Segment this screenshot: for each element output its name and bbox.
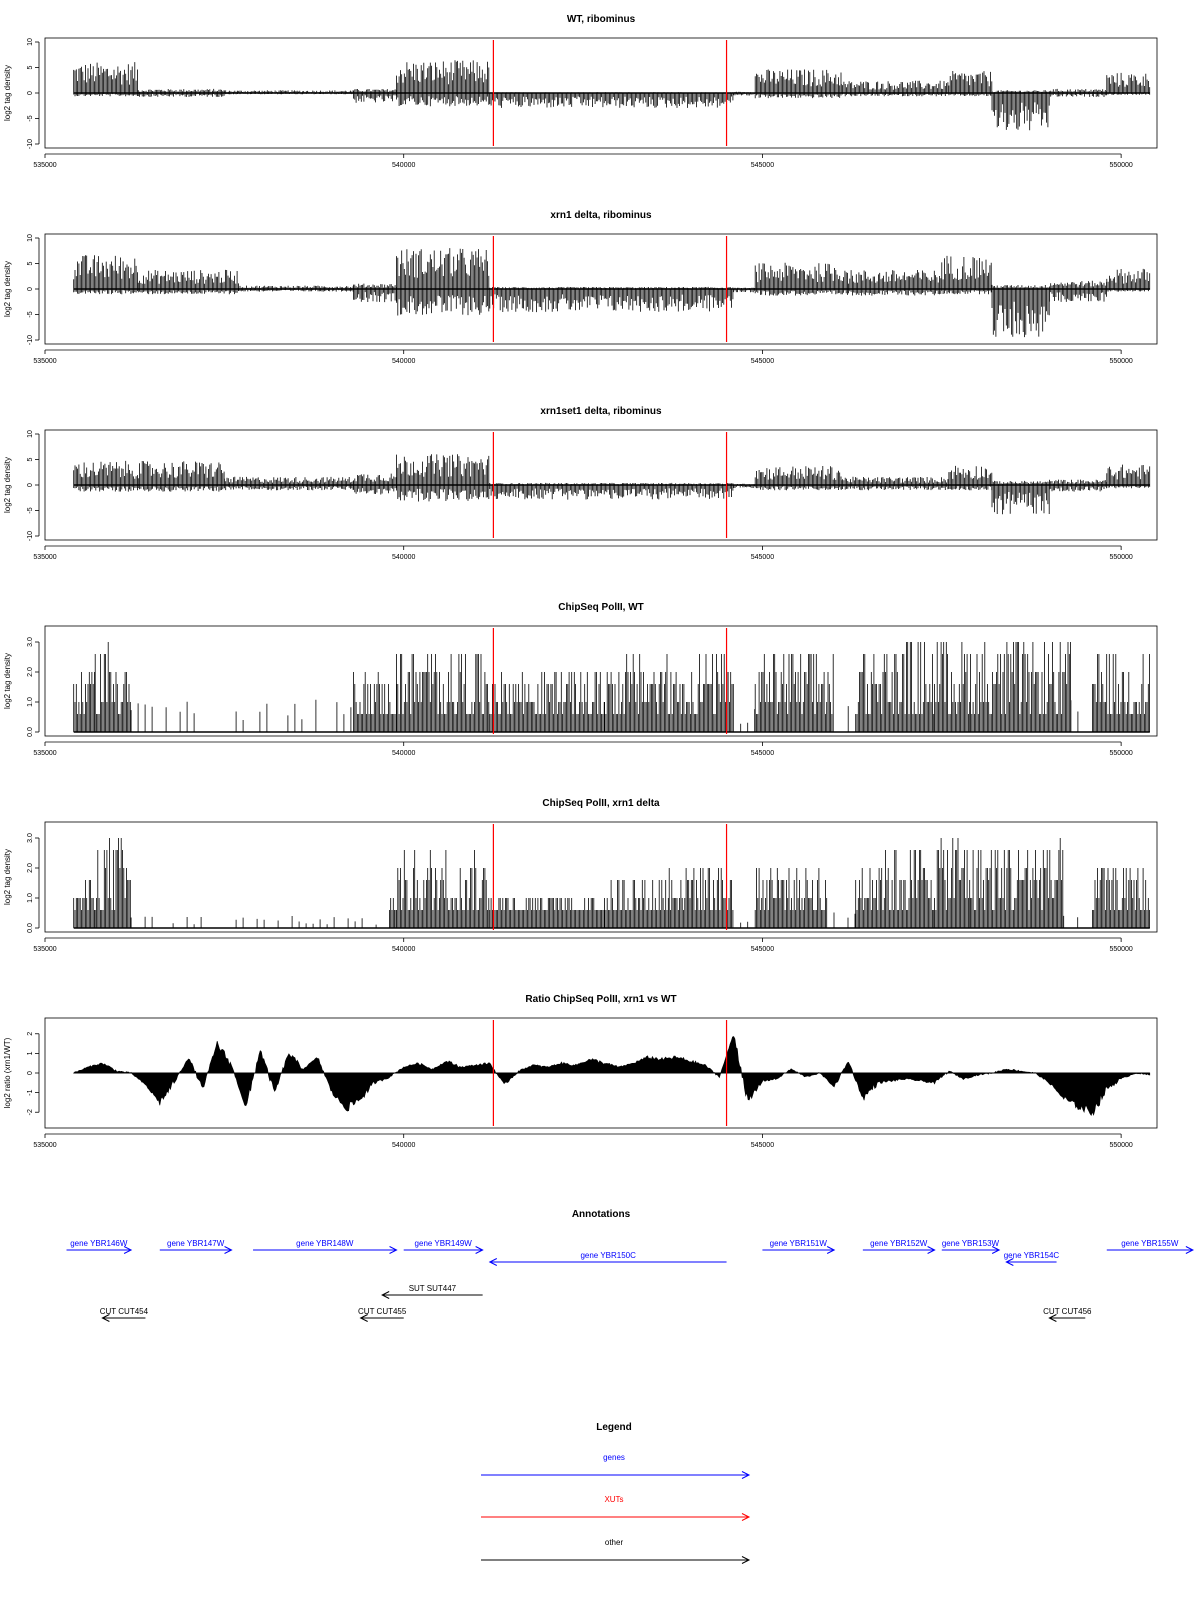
x-tick-label: 535000 [33, 750, 57, 757]
feature-arrow [1107, 1239, 1193, 1254]
bar-segment [755, 466, 841, 490]
y-tick-label: 5 [27, 65, 34, 70]
panel-title: Ratio ChipSeq PolII, xrn1 vs WT [525, 994, 677, 1005]
data-series [74, 60, 1150, 130]
x-tick-label: 545000 [750, 358, 775, 365]
y-axis-label: log2 tag density [3, 64, 12, 122]
x-tick-label: 535000 [33, 162, 57, 169]
bar-segment [74, 880, 95, 928]
y-tick-label: 0 [27, 483, 34, 487]
x-tick-label: 545000 [750, 1142, 775, 1149]
feature-arrow [253, 1239, 396, 1254]
bar-segment [354, 284, 397, 303]
y-tick-label: -2 [27, 1109, 34, 1116]
x-tick-label: 535000 [33, 554, 57, 561]
feature-arrow [404, 1239, 483, 1254]
bar-segment [138, 270, 238, 294]
bar-segment [138, 461, 224, 492]
panel-title: ChipSeq PolII, WT [558, 602, 644, 613]
legend-label: genes [603, 1453, 625, 1462]
bar-segment [74, 461, 138, 492]
panel-6 [3, 994, 1157, 1149]
y-tick-label: 0.0 [27, 727, 34, 737]
feature-arrow [762, 1239, 834, 1254]
bar-segment [605, 654, 734, 732]
bar-segment [741, 922, 748, 928]
feature-label: gene YBR152W [870, 1239, 928, 1248]
feature-label: CUT CUT456 [1043, 1307, 1092, 1316]
bar-segment [849, 270, 941, 296]
bar-segment [397, 850, 489, 928]
bar-segment [935, 642, 970, 732]
x-tick-label: 535000 [33, 358, 57, 365]
y-tick-label: -5 [27, 115, 34, 122]
bar-segment [74, 62, 138, 96]
bar-segment [1107, 269, 1150, 292]
x-tick-label: 550000 [1109, 1142, 1133, 1149]
y-tick-label: 10 [27, 430, 34, 438]
feature-label: gene YBR150C [580, 1251, 636, 1260]
x-tick-label: 550000 [1109, 554, 1133, 561]
feature-label: gene YBR147W [167, 1239, 225, 1248]
bar-segment [397, 60, 489, 106]
x-tick-label: 540000 [392, 162, 416, 169]
x-tick-label: 550000 [1109, 750, 1133, 757]
y-tick-label: -5 [27, 311, 34, 318]
x-tick-label: 550000 [1109, 162, 1133, 169]
feature-label: gene YBR146W [70, 1239, 128, 1248]
panel-title: WT, ribominus [566, 14, 636, 25]
bar-segment [669, 868, 733, 928]
feature-label: SUT SUT447 [408, 1284, 457, 1293]
bar-segment [755, 263, 847, 296]
bar-segment [490, 287, 733, 312]
x-tick-label: 540000 [392, 554, 416, 561]
x-tick-label: 540000 [392, 750, 416, 757]
bar-segment [354, 672, 397, 732]
bar-segment [1092, 654, 1149, 732]
y-tick-label: 5 [27, 261, 34, 266]
feature-arrow [1043, 1307, 1092, 1322]
feature-arrow [863, 1239, 935, 1254]
bar-segment [389, 898, 396, 928]
y-tick-label: -10 [27, 334, 34, 346]
bar-segment [490, 92, 733, 108]
y-axis-label: log2 ratio (xrn1/WT) [3, 1037, 12, 1109]
bar-segment [992, 285, 1049, 337]
bar-segment [741, 709, 755, 732]
bar-segment [1049, 281, 1106, 302]
y-tick-label: 3.0 [27, 833, 34, 843]
bar-segment [354, 89, 397, 103]
x-tick-label: 540000 [392, 946, 416, 953]
x-tick-label: 550000 [1109, 358, 1133, 365]
legend-title: Legend [596, 1422, 632, 1433]
bar-segment [95, 642, 130, 732]
feature-label: gene YBR154C [1003, 1251, 1060, 1260]
feature-arrow [67, 1239, 132, 1254]
x-tick-label: 545000 [750, 554, 775, 561]
feature-arrow [1004, 1251, 1060, 1266]
y-axis-label: log2 tag density [3, 260, 12, 318]
bar-segment [971, 838, 1063, 928]
bar-segment [490, 898, 604, 928]
bar-segment [992, 90, 1049, 130]
y-tick-label: 1.0 [27, 697, 34, 707]
feature-arrow [160, 1239, 232, 1254]
data-series [74, 838, 1150, 928]
bar-segment [1107, 73, 1150, 95]
legend-item [481, 1453, 749, 1479]
x-tick-label: 545000 [750, 750, 775, 757]
bar-segment [935, 838, 970, 928]
y-tick-label: -10 [27, 530, 34, 542]
x-tick-label: 540000 [392, 1142, 416, 1149]
x-tick-label: 535000 [33, 1142, 57, 1149]
y-tick-label: 0 [27, 91, 34, 95]
bar-segment [992, 481, 1049, 514]
legend-item [481, 1495, 749, 1521]
feature-arrow [942, 1239, 1000, 1254]
bar-segment [856, 850, 934, 928]
bar-segment [841, 477, 948, 491]
bar-segment [755, 868, 827, 928]
ratio-area [74, 1037, 1150, 1116]
y-tick-label: -1 [27, 1089, 34, 1096]
bar-segment [1064, 916, 1078, 928]
panel-3 [3, 406, 1157, 561]
bar-segment [354, 474, 397, 495]
annotations-panel [67, 1209, 1193, 1322]
y-tick-label: -10 [27, 138, 34, 150]
bar-segment [971, 642, 1071, 732]
annotations-title: Annotations [571, 1209, 631, 1220]
bar-segment [755, 654, 833, 732]
data-series [74, 642, 1150, 732]
y-tick-label: -5 [27, 507, 34, 514]
y-axis-label: log2 tag density [3, 652, 12, 710]
bar-segment [490, 672, 604, 732]
feature-label: gene YBR155W [1121, 1239, 1179, 1248]
bar-segment [95, 838, 130, 928]
bar-segment [1092, 868, 1149, 928]
feature-label: gene YBR153W [941, 1239, 1000, 1248]
panel-5 [3, 798, 1157, 953]
panel-title: xrn1set1 delta, ribominus [540, 406, 662, 417]
panel-2 [3, 210, 1157, 365]
bar-segment [949, 466, 992, 490]
panel-title: ChipSeq PolII, xrn1 delta [542, 798, 660, 809]
panel-title: xrn1 delta, ribominus [550, 210, 652, 221]
bar-segment [224, 477, 353, 490]
legend-item [481, 1538, 749, 1564]
legend-label: XUTs [604, 1495, 624, 1504]
feature-arrow [490, 1251, 727, 1266]
panel-1 [3, 14, 1157, 169]
bar-segment [834, 913, 855, 929]
feature-label: CUT CUT455 [358, 1307, 407, 1316]
x-tick-label: 540000 [392, 358, 416, 365]
bar-segment [260, 700, 351, 732]
y-tick-label: 0 [27, 1071, 34, 1075]
y-axis-label: log2 tag density [3, 456, 12, 514]
data-series [74, 1037, 1150, 1116]
bar-segment [131, 916, 376, 928]
track-panels [3, 14, 1157, 1149]
bar-segment [397, 654, 489, 732]
y-tick-label: 0 [27, 287, 34, 291]
feature-label: CUT CUT454 [99, 1307, 149, 1316]
y-tick-label: 5 [27, 457, 34, 462]
x-tick-label: 545000 [750, 946, 775, 953]
feature-arrow [358, 1307, 407, 1322]
feature-label: gene YBR149W [414, 1239, 472, 1248]
y-tick-label: 1.0 [27, 893, 34, 903]
y-tick-label: 3.0 [27, 637, 34, 647]
bar-segment [605, 880, 669, 928]
bar-segment [1071, 700, 1078, 732]
y-tick-label: 0.0 [27, 923, 34, 933]
y-tick-label: 10 [27, 234, 34, 242]
bar-segment [755, 70, 841, 99]
x-tick-label: 545000 [750, 162, 775, 169]
legend-panel [481, 1422, 749, 1564]
panel-4 [3, 602, 1157, 757]
data-series [74, 248, 1150, 337]
bar-segment [841, 81, 948, 97]
bar-segment [131, 702, 243, 732]
y-tick-label: 2.0 [27, 863, 34, 873]
bar-segment [397, 248, 489, 315]
bar-segment [856, 642, 934, 732]
bar-segment [397, 454, 489, 501]
y-tick-label: 2.0 [27, 667, 34, 677]
x-tick-label: 550000 [1109, 946, 1133, 953]
feature-label: gene YBR151W [769, 1239, 827, 1248]
legend-label: other [604, 1538, 624, 1547]
feature-arrow [100, 1307, 149, 1322]
y-axis-label: log2 tag density [3, 848, 12, 906]
data-series [74, 454, 1150, 514]
y-tick-label: 1 [27, 1051, 34, 1056]
y-tick-label: 10 [27, 38, 34, 46]
feature-label: gene YBR148W [296, 1239, 354, 1248]
x-tick-label: 535000 [33, 946, 57, 953]
feature-arrow [382, 1284, 482, 1299]
y-tick-label: 2 [27, 1031, 34, 1036]
bar-segment [74, 672, 95, 732]
